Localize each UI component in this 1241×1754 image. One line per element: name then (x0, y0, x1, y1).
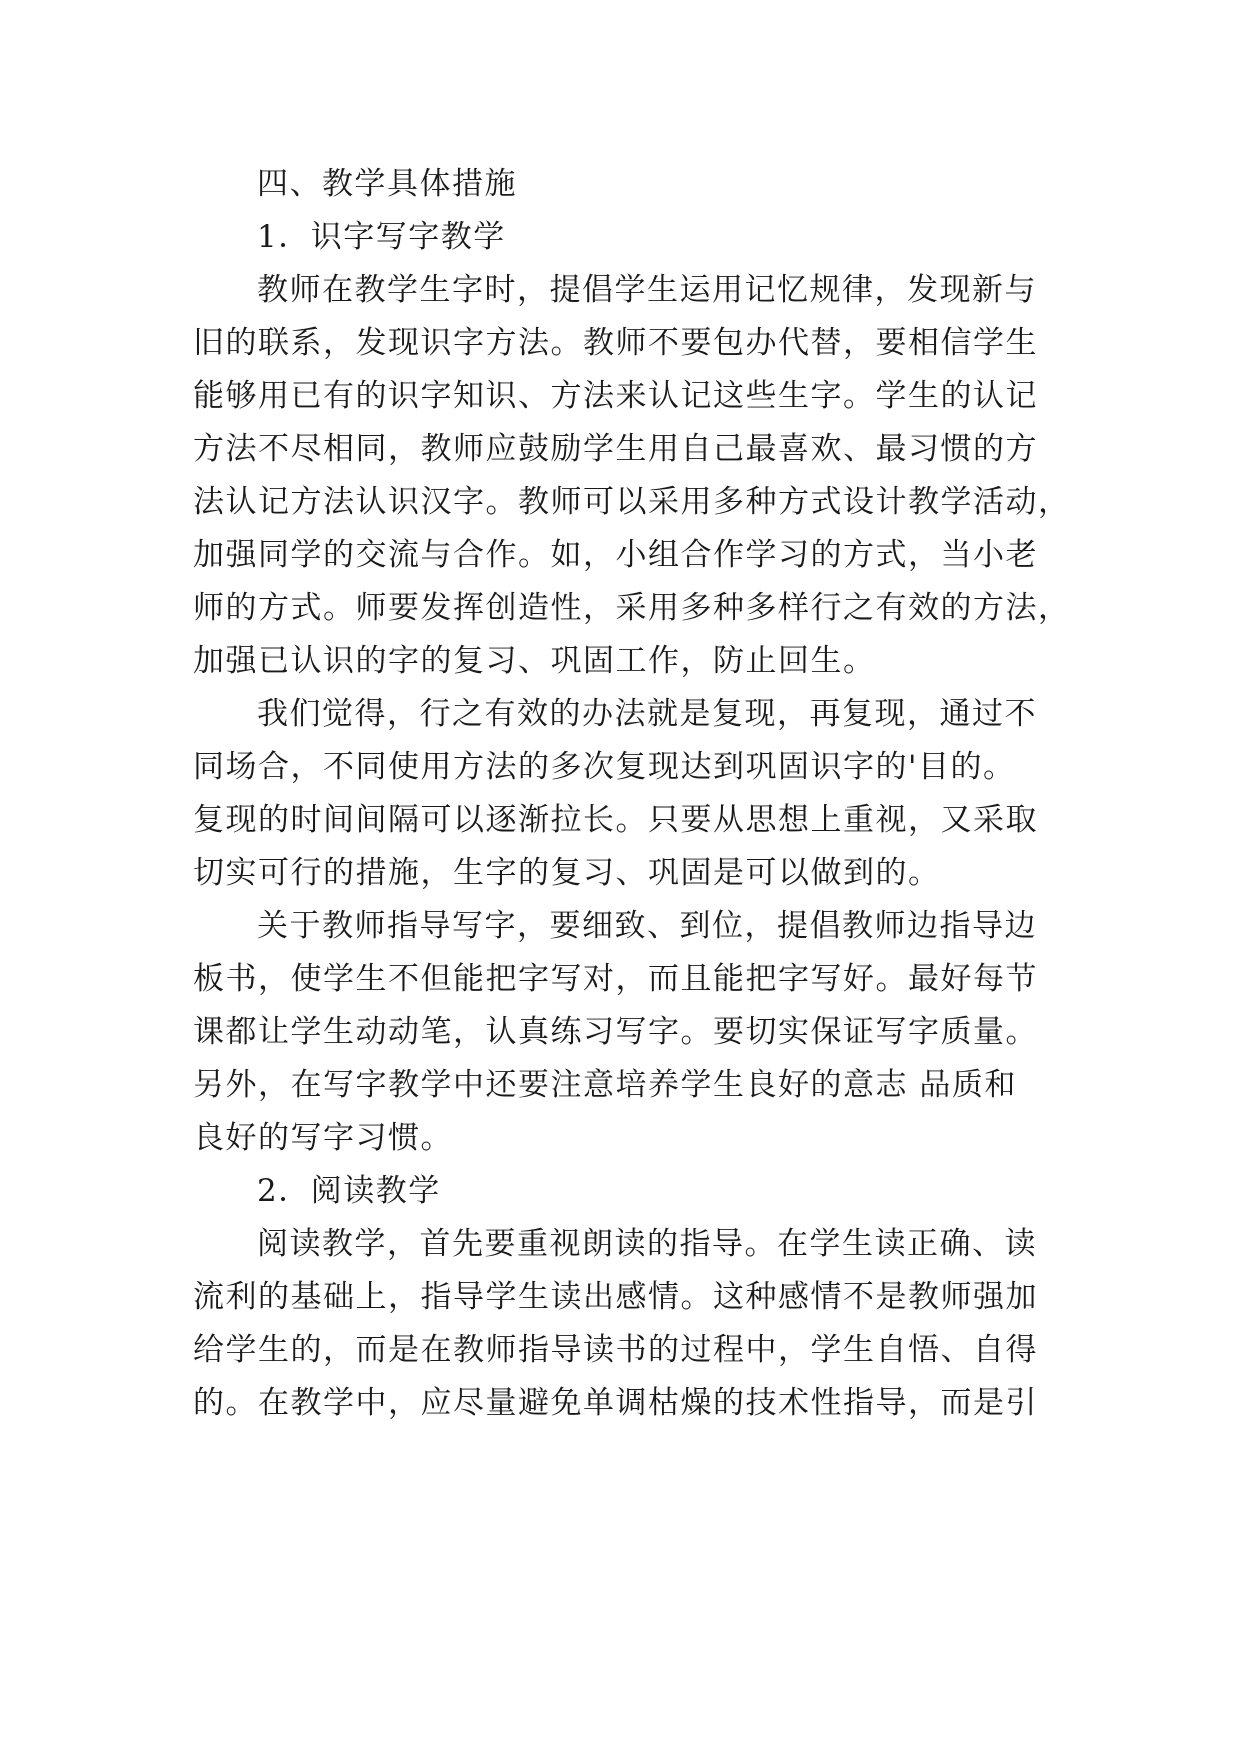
text-line: 能够用已有的识字知识、方法来认记这些生字。学生的认记 (193, 378, 1038, 414)
text-line: 1．识字写字教学 (257, 219, 506, 255)
document-body (193, 158, 1071, 1430)
text-line: 同场合，不同使用方法的多次复现达到巩固识字的'目的。 (193, 749, 1016, 785)
text-line: 加强已认识的字的复习、巩固工作，防止回生。 (193, 643, 876, 679)
text-line: 关于教师指导写字，要细致、到位，提倡教师边指导边 (257, 908, 1037, 944)
text-line: 法认记方法认识汉字。教师可以采用多种方式设计教学活动， (193, 484, 1071, 520)
text-line: 方法不尽相同，教师应鼓励学生用自己最喜欢、最习惯的方 (193, 431, 1038, 467)
text-line: 我们觉得，行之有效的办法就是复现，再复现，通过不 (257, 696, 1037, 732)
text-line: 的。在教学中，应尽量避免单调枯燥的技术性指导，而是引 (193, 1385, 1038, 1421)
text-line: 教师在教学生字时，提倡学生运用记忆规律，发现新与 (257, 272, 1037, 308)
text-line: 良好的写字习惯。 (193, 1120, 453, 1156)
text-line: 师的方式。师要发挥创造性，采用多种多样行之有效的方法， (193, 590, 1071, 626)
text-line: 四、教学具体措施 (257, 166, 517, 202)
text-line: 2．阅读教学 (257, 1173, 441, 1209)
text-line: 复现的时间间隔可以逐渐拉长。只要从思想上重视，又采取 (193, 802, 1038, 838)
text-line: 板书，使学生不但能把字写对，而且能把字写好。最好每节 (193, 961, 1038, 997)
text-line: 另外，在写字教学中还要注意培养学生良好的意志 品质和 (193, 1067, 1017, 1103)
text-line: 给学生的，而是在教师指导读书的过程中，学生自悟、自得 (193, 1332, 1038, 1368)
text-line: 流利的基础上，指导学生读出感情。这种感情不是教师强加 (193, 1279, 1038, 1315)
text-line: 旧的联系，发现识字方法。教师不要包办代替，要相信学生 (193, 325, 1038, 361)
text-line: 阅读教学，首先要重视朗读的指导。在学生读正确、读 (257, 1226, 1037, 1262)
text-line: 切实可行的措施，生字的复习、巩固是可以做到的。 (193, 855, 941, 891)
text-line: 加强同学的交流与合作。如，小组合作学习的方式，当小老 (193, 537, 1038, 573)
text-line: 课都让学生动动笔，认真练习写字。要切实保证写字质量。 (193, 1014, 1038, 1050)
